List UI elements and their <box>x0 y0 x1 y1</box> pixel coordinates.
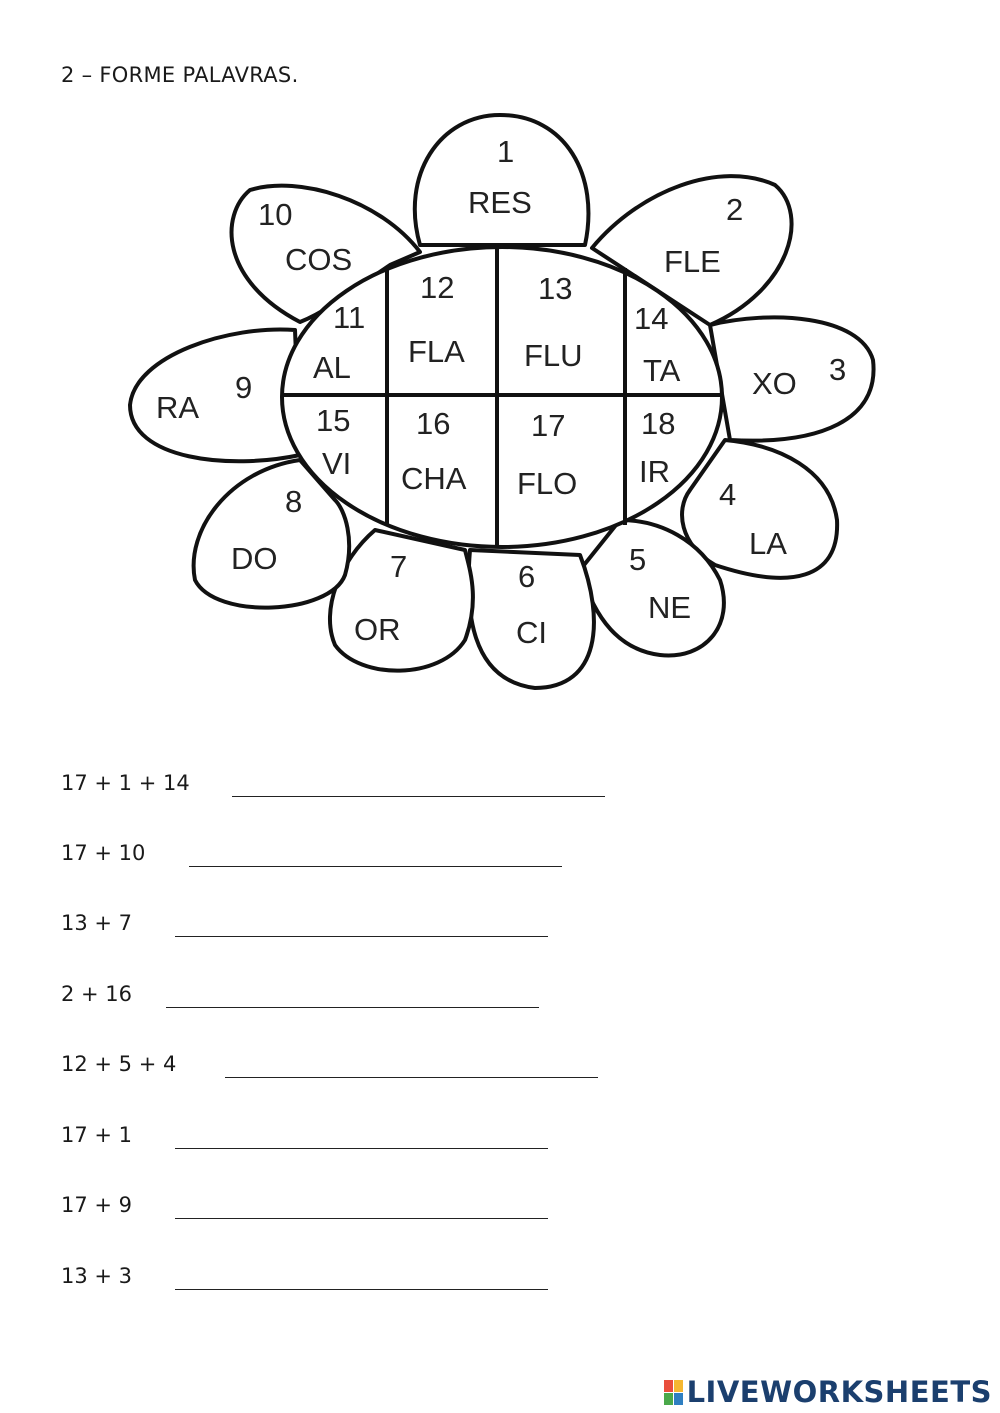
cell-14-syllable: TA <box>643 353 681 388</box>
exercise-expression: 13 + 3 <box>61 1264 133 1288</box>
petal-6-syllable: CI <box>516 615 547 650</box>
flower-center-grid <box>282 247 722 548</box>
exercise-expression: 17 + 9 <box>61 1193 133 1217</box>
worksheet-heading: 2 – FORME PALAVRAS. <box>61 63 299 87</box>
petal-5-number: 5 <box>629 542 647 577</box>
cell-11-syllable: AL <box>313 350 351 385</box>
petal-2-syllable: FLE <box>664 244 721 279</box>
cell-15-syllable: VI <box>322 446 352 481</box>
cell-17-number: 17 <box>531 408 566 443</box>
answer-blank[interactable] <box>232 796 605 797</box>
logo-square <box>674 1393 683 1405</box>
exercise-expression: 17 + 1 <box>61 1123 133 1147</box>
petal-8-number: 8 <box>285 484 303 519</box>
petal-3-number: 3 <box>829 352 847 387</box>
logo-text: LIVEWORKSHEETS <box>686 1375 992 1409</box>
petal-9-syllable: RA <box>156 390 200 425</box>
logo-square <box>664 1393 673 1405</box>
cell-16-number: 16 <box>416 406 451 441</box>
exercise-row <box>61 1052 176 1086</box>
petal-7-syllable: OR <box>354 612 401 647</box>
petal-6-number: 6 <box>518 559 536 594</box>
petal-10-number: 10 <box>258 197 293 232</box>
petal-4-syllable: LA <box>749 526 787 561</box>
answer-blank[interactable] <box>175 936 548 937</box>
exercise-row <box>61 982 132 1016</box>
exercise-expression: 2 + 16 <box>61 982 133 1006</box>
answer-blank[interactable] <box>189 866 562 867</box>
petal-8-syllable: DO <box>231 541 278 576</box>
petal-10-syllable: COS <box>285 242 353 277</box>
exercise-expression: 17 + 10 <box>61 841 146 865</box>
petal-7-number: 7 <box>390 549 408 584</box>
petal-9-number: 9 <box>235 370 253 405</box>
cell-17-syllable: FLO <box>517 466 578 501</box>
answer-blank[interactable] <box>175 1289 548 1290</box>
cell-18-number: 18 <box>641 406 676 441</box>
logo-square <box>664 1380 673 1392</box>
petal-1-syllable: RES <box>468 185 532 220</box>
logo-square <box>674 1380 683 1392</box>
exercise-row <box>61 1264 132 1298</box>
cell-15-number: 15 <box>316 403 351 438</box>
cell-12-number: 12 <box>420 270 455 305</box>
cell-16-syllable: CHA <box>401 461 467 496</box>
cell-13-syllable: FLU <box>524 338 583 373</box>
logo-mark-icon <box>664 1380 683 1405</box>
cell-18-syllable: IR <box>639 454 670 489</box>
answer-blank[interactable] <box>166 1007 539 1008</box>
exercise-row <box>61 911 132 945</box>
exercise-row <box>61 841 145 875</box>
exercise-expression: 17 + 1 + 14 <box>61 771 190 795</box>
answer-blank[interactable] <box>175 1218 548 1219</box>
exercise-expression: 12 + 5 + 4 <box>61 1052 177 1076</box>
petal-4-number: 4 <box>719 477 737 512</box>
cell-13-number: 13 <box>538 271 573 306</box>
cell-11-number: 11 <box>333 300 366 335</box>
petal-5-syllable: NE <box>648 590 692 625</box>
cell-12-syllable: FLA <box>408 334 465 369</box>
exercise-row <box>61 1193 132 1227</box>
exercise-row <box>61 771 190 805</box>
petal-2-number: 2 <box>726 192 744 227</box>
exercise-expression: 13 + 7 <box>61 911 133 935</box>
answer-blank[interactable] <box>175 1148 548 1149</box>
liveworksheets-logo[interactable] <box>664 1374 992 1410</box>
exercise-row <box>61 1123 132 1157</box>
petal-1-number: 1 <box>497 134 515 169</box>
answer-blank[interactable] <box>225 1077 598 1078</box>
cell-14-number: 14 <box>634 301 669 336</box>
petal-3-syllable: XO <box>752 366 797 401</box>
